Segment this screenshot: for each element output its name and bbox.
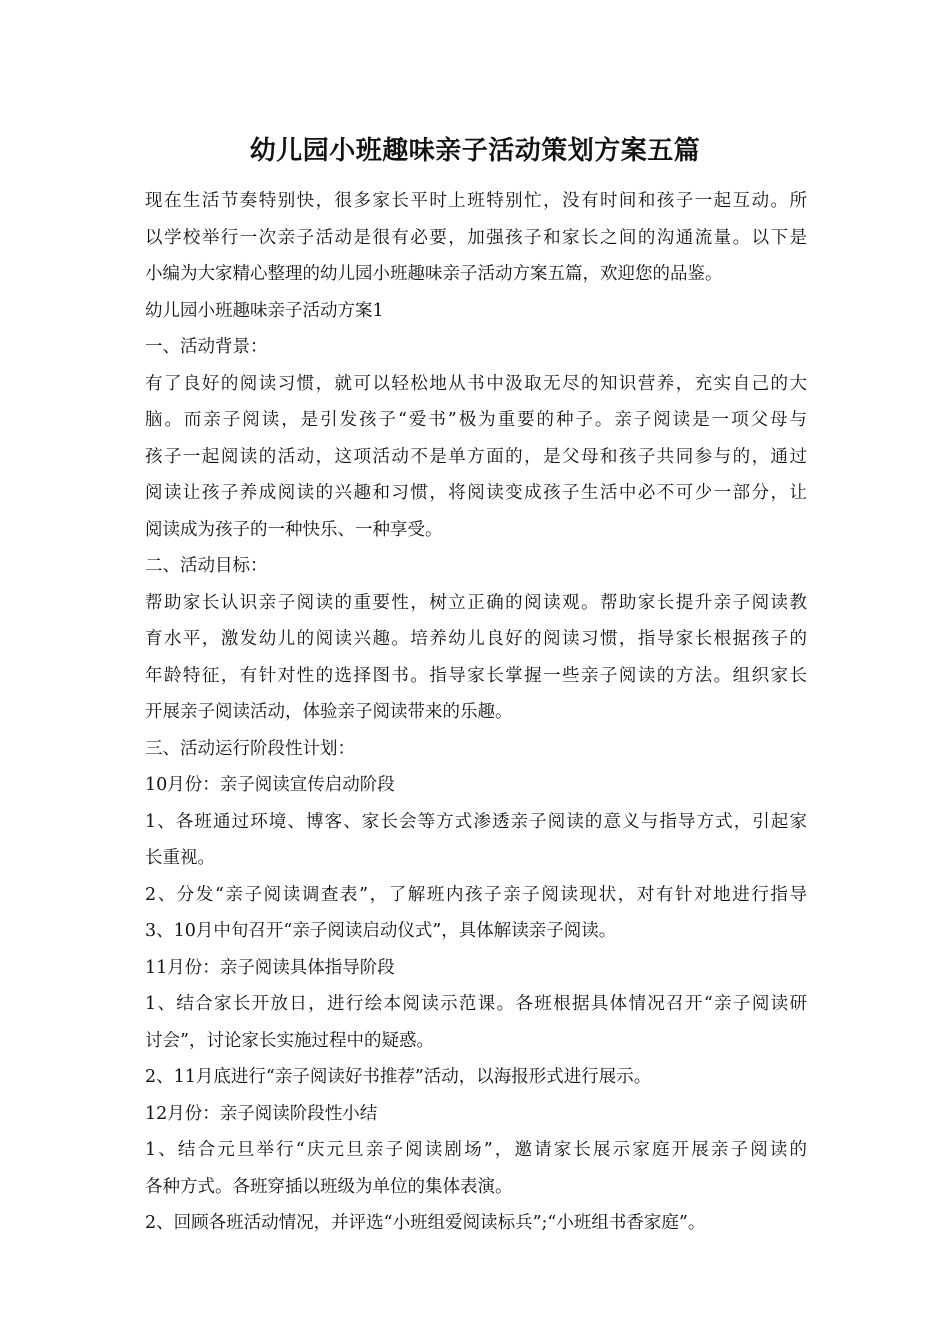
text-line: 幼儿园小班趣味亲子活动方案1 [145, 300, 384, 321]
text-line: 三、活动运行阶段性计划： [145, 738, 355, 759]
text-line: 帮助家长认识亲子阅读的重要性，树立正确的阅读观。帮助家长提升亲子阅读教 [145, 592, 807, 613]
text-line: 以学校举行一次亲子活动是很有必要，加强孩子和家长之间的沟通流量。以下是 [145, 227, 807, 248]
text-line: 讨会”，讨论家长实施过程中的疑惑。 [145, 1030, 434, 1051]
text-line: 2、分发“亲子阅读调查表”，了解班内孩子亲子阅读现状，对有针对地进行指导 [145, 884, 807, 905]
text-line: 1、结合家长开放日，进行绘本阅读示范课。各班根据具体情况召开“亲子阅读研 [145, 994, 807, 1014]
text-line: 小编为大家精心整理的幼儿园小班趣味亲子活动方案五篇，欢迎您的品鉴。 [145, 264, 723, 284]
text-line: 阅读让孩子养成阅读的兴趣和习惯，将阅读变成孩子生活中必不可少一部分，让 [145, 483, 807, 503]
document-body [145, 183, 807, 1242]
text-line: 开展亲子阅读活动，体验亲子阅读带来的乐趣。 [145, 702, 513, 722]
text-line: 育水平，激发幼儿的阅读兴趣。培养幼儿良好的阅读习惯，指导家长根据孩子的 [145, 629, 807, 649]
text-line: 二、活动目标： [145, 556, 268, 576]
document-title: 幼儿园小班趣味亲子活动策划方案五篇 [249, 136, 701, 166]
text-line: 1、各班通过环境、博客、家长会等方式渗透亲子阅读的意义与指导方式，引起家 [145, 811, 807, 832]
text-line: 一、活动背景： [145, 337, 268, 357]
text-line: 有了良好的阅读习惯，就可以轻松地从书中汲取无尽的知识营养，充实自己的大 [145, 373, 807, 394]
text-line: 12月份：亲子阅读阶段性小结 [145, 1103, 378, 1124]
text-line: 3、10月中旬召开“亲子阅读启动仪式”，具体解读亲子阅读。 [145, 921, 617, 941]
text-line: 11月份：亲子阅读具体指导阶段 [145, 957, 395, 978]
text-line: 2、回顾各班活动情况，并评选“小班组爱阅读标兵”;“小班组书香家庭”。 [145, 1213, 706, 1233]
text-line: 10月份：亲子阅读宣传启动阶段 [145, 775, 395, 795]
text-line: 脑。而亲子阅读，是引发孩子“爱书”极为重要的种子。亲子阅读是一项父母与 [145, 410, 807, 430]
text-line: 年龄特征，有针对性的选择图书。指导家长掌握一些亲子阅读的方法。组织家长 [145, 665, 807, 686]
text-line: 2、11月底进行“亲子阅读好书推荐”活动，以海报形式进行展示。 [145, 1067, 652, 1087]
text-line: 阅读成为孩子的一种快乐、一种享受。 [145, 519, 443, 540]
text-line: 现在生活节奏特别快，很多家长平时上班特别忙，没有时间和孩子一起互动。所 [145, 191, 807, 211]
text-line: 各种方式。各班穿插以班级为单位的集体表演。 [145, 1176, 513, 1197]
text-line: 1、结合元旦举行“庆元旦亲子阅读剧场”，邀请家长展示家庭开展亲子阅读的 [145, 1140, 807, 1160]
text-line: 长重视。 [145, 848, 215, 868]
text-line: 孩子一起阅读的活动，这项活动不是单方面的，是父母和孩子共同参与的，通过 [145, 446, 807, 467]
